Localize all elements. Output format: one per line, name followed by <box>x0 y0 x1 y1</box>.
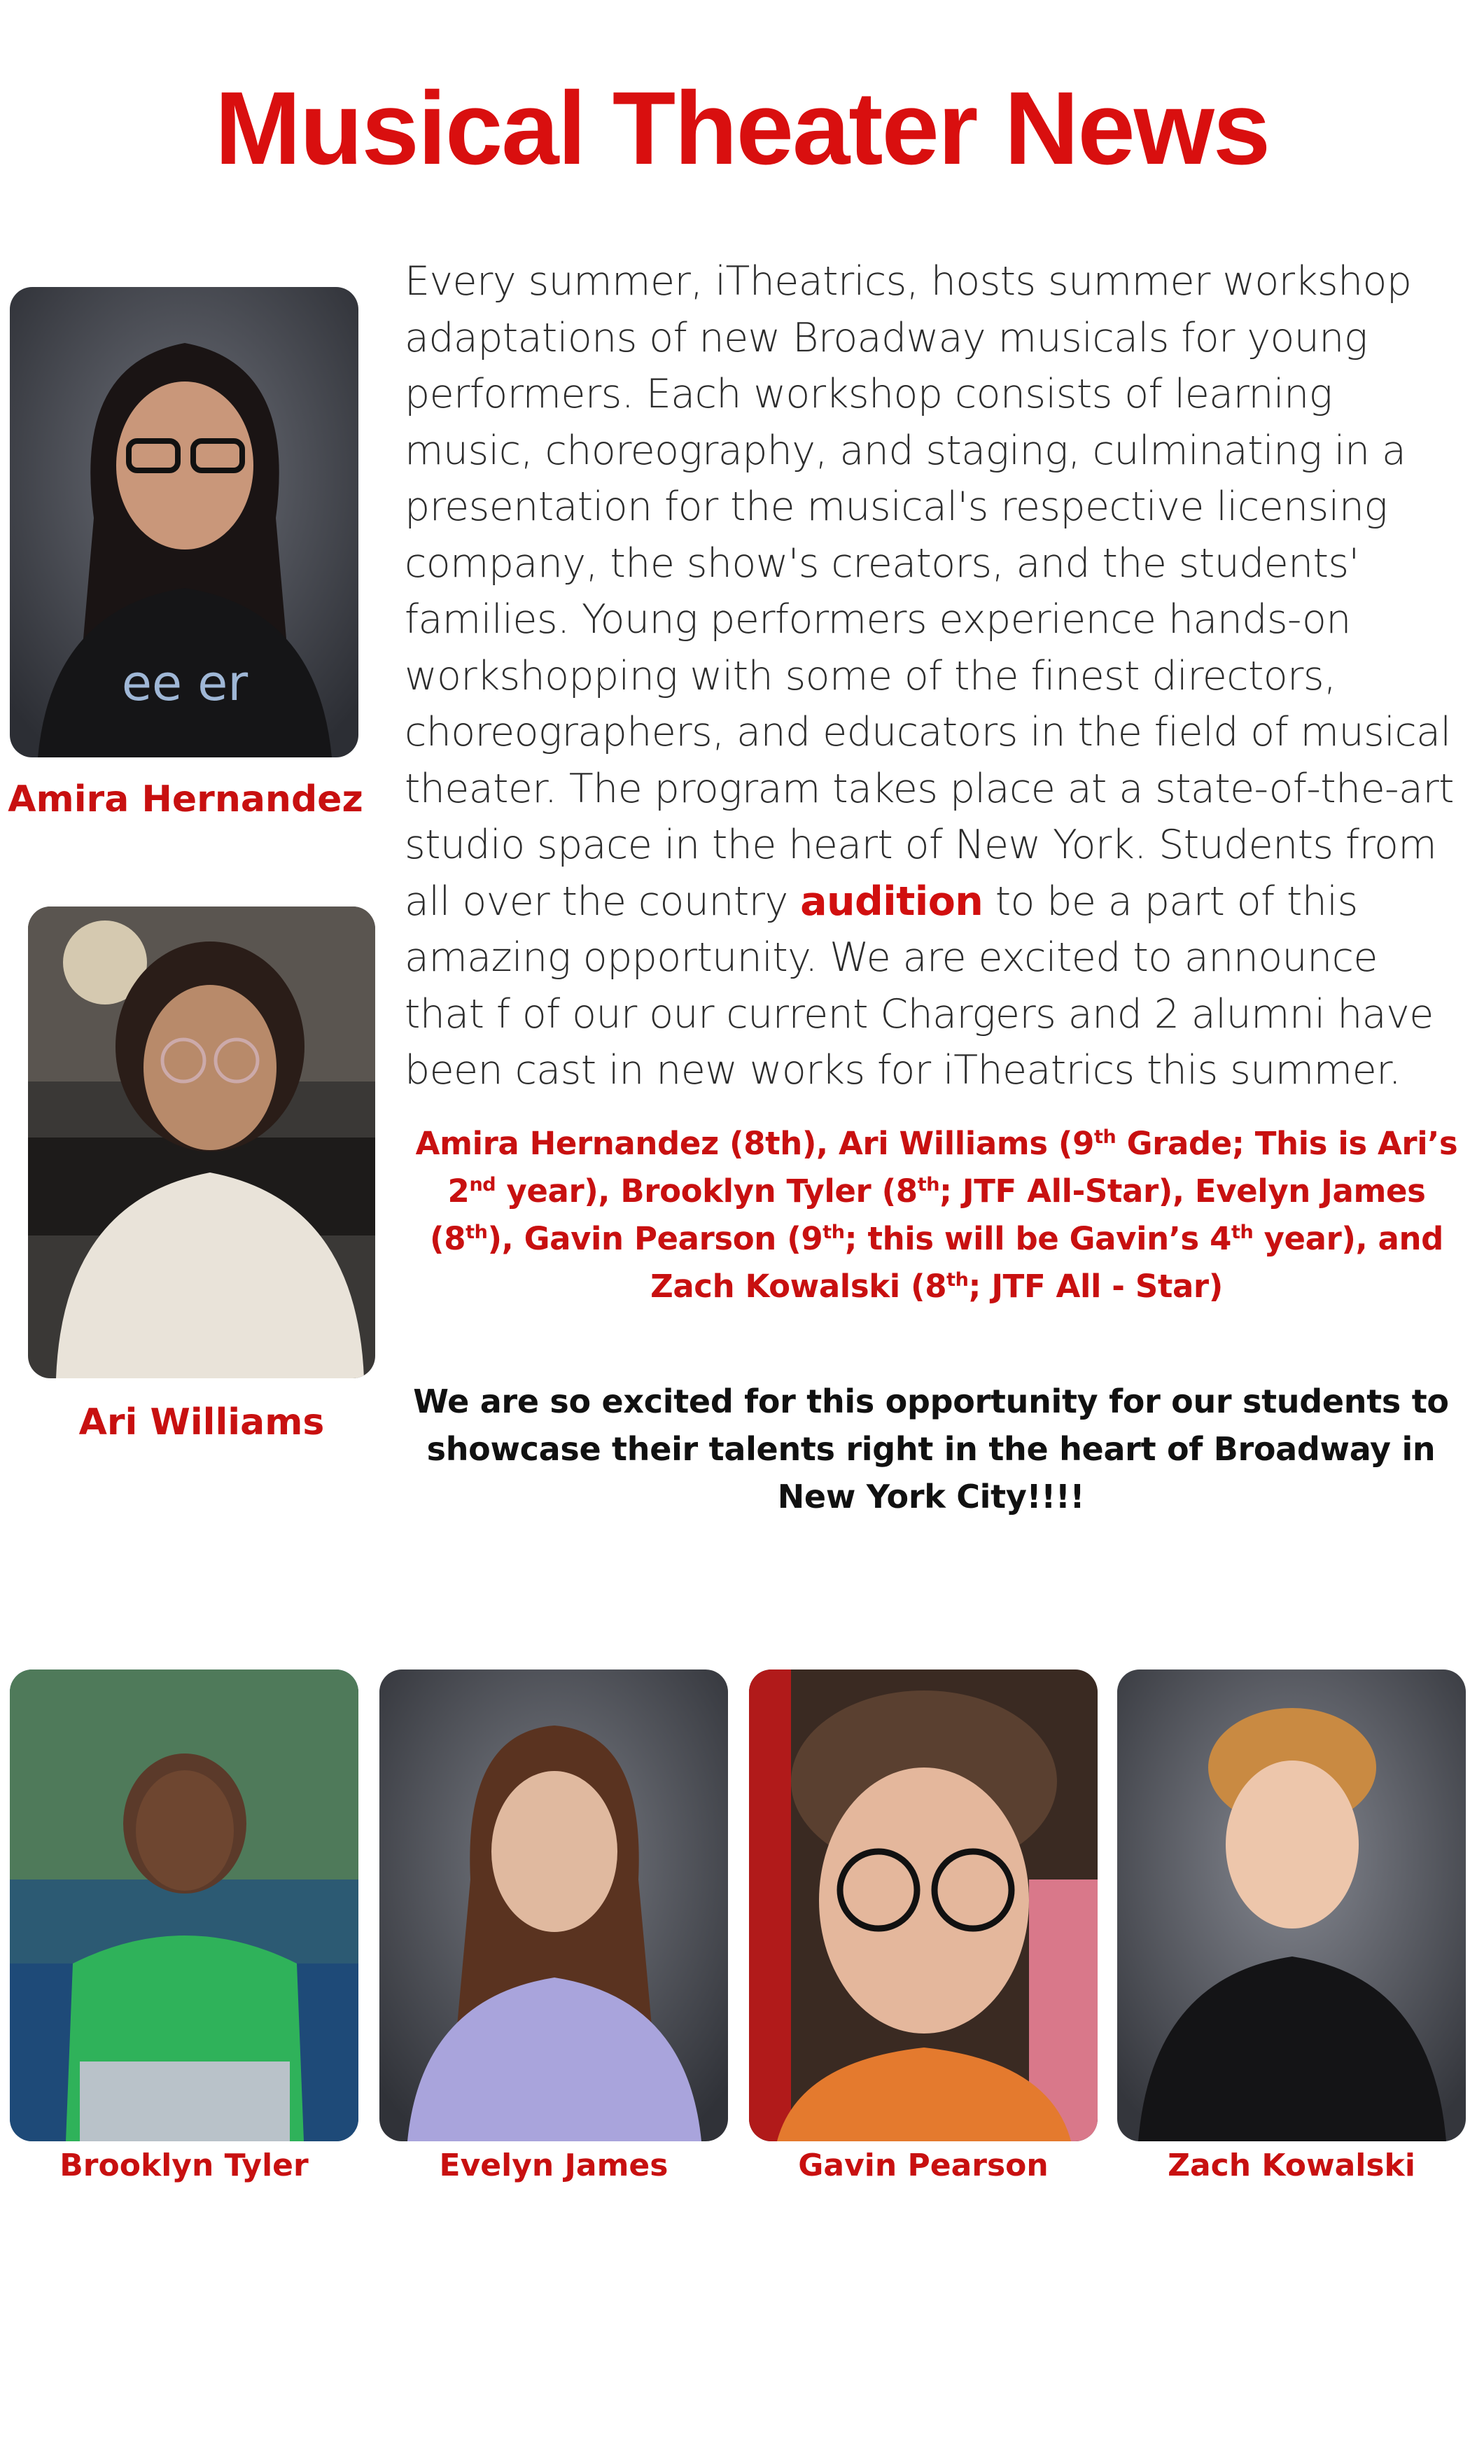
ordinal-suffix: th <box>1231 1222 1254 1243</box>
ordinal-suffix: th <box>465 1222 488 1243</box>
cast-text: ; JTF All - Star) <box>968 1268 1223 1305</box>
student-name-brooklyn: Brooklyn Tyler <box>59 2148 309 2183</box>
student-name-zach: Zach Kowalski <box>1168 2148 1415 2183</box>
student-name-gavin: Gavin Pearson <box>798 2148 1049 2183</box>
cast-text: ; this will be Gavin’s 4 <box>844 1220 1231 1257</box>
intro-text-end: to be a part of this amazing opportunity. We are excited to announce that f of our our current Chargers and 2 alumni have been cast in new works for iTheatrics this summer. <box>405 878 1434 1093</box>
cast-text: ; JTF All-Star), Evelyn James (8 <box>430 1172 1426 1257</box>
audition-highlight: audition <box>800 878 983 925</box>
cast-text: ), Gavin Pearson (9 <box>487 1220 823 1257</box>
student-photo-zach <box>1117 1670 1466 2141</box>
student-name-ari: Ari Williams <box>78 1401 325 1443</box>
cast-text: year), and Zach Kowalski (8 <box>650 1220 1443 1305</box>
ordinal-suffix: th <box>822 1222 845 1243</box>
student-photo-gavin <box>749 1670 1098 2141</box>
cast-text: Amira Hernandez (8th), Ari Williams (9 <box>415 1125 1095 1162</box>
cast-text: Grade; This is Ari’s 2 <box>447 1125 1458 1210</box>
student-photo-ari <box>28 906 375 1378</box>
page-title: Musical Theater News <box>214 71 1270 186</box>
cast-text: year), Brooklyn Tyler (8 <box>496 1172 918 1210</box>
cast-list <box>405 1120 1469 1310</box>
ordinal-suffix: nd <box>469 1174 496 1196</box>
svg-text:ee er: ee er <box>121 654 248 712</box>
closing-statement: We are so excited for this opportunity for our students to showcase their talents right in the heart of Broadway in New York City!!!! <box>413 1382 1449 1516</box>
ordinal-suffix: th <box>946 1269 969 1291</box>
ordinal-suffix: th <box>917 1174 940 1196</box>
intro-text-start: Every summer, iTheatrics, hosts summer workshop adaptations of new Broadway musicals for young performers. Each workshop consists of learning music, choreography, and staging, culminating in a presentation for the musical's respective licensing company, the show's creators, and the students' families. Young performers experience hands-on workshopping with some of the finest directors, choreographers, and educators in the field of musical theater. The program takes place at a state-of-the-art studio space in the heart of New York. Students from all over the country <box>405 258 1454 925</box>
student-photo-evelyn <box>379 1670 728 2141</box>
student-photo-amira <box>10 287 358 757</box>
student-name-amira: Amira Hernandez <box>8 778 363 820</box>
student-photo-brooklyn <box>10 1670 358 2141</box>
ordinal-suffix: th <box>1094 1126 1116 1148</box>
student-name-evelyn: Evelyn James <box>439 2148 668 2183</box>
intro-paragraph <box>405 253 1469 1099</box>
